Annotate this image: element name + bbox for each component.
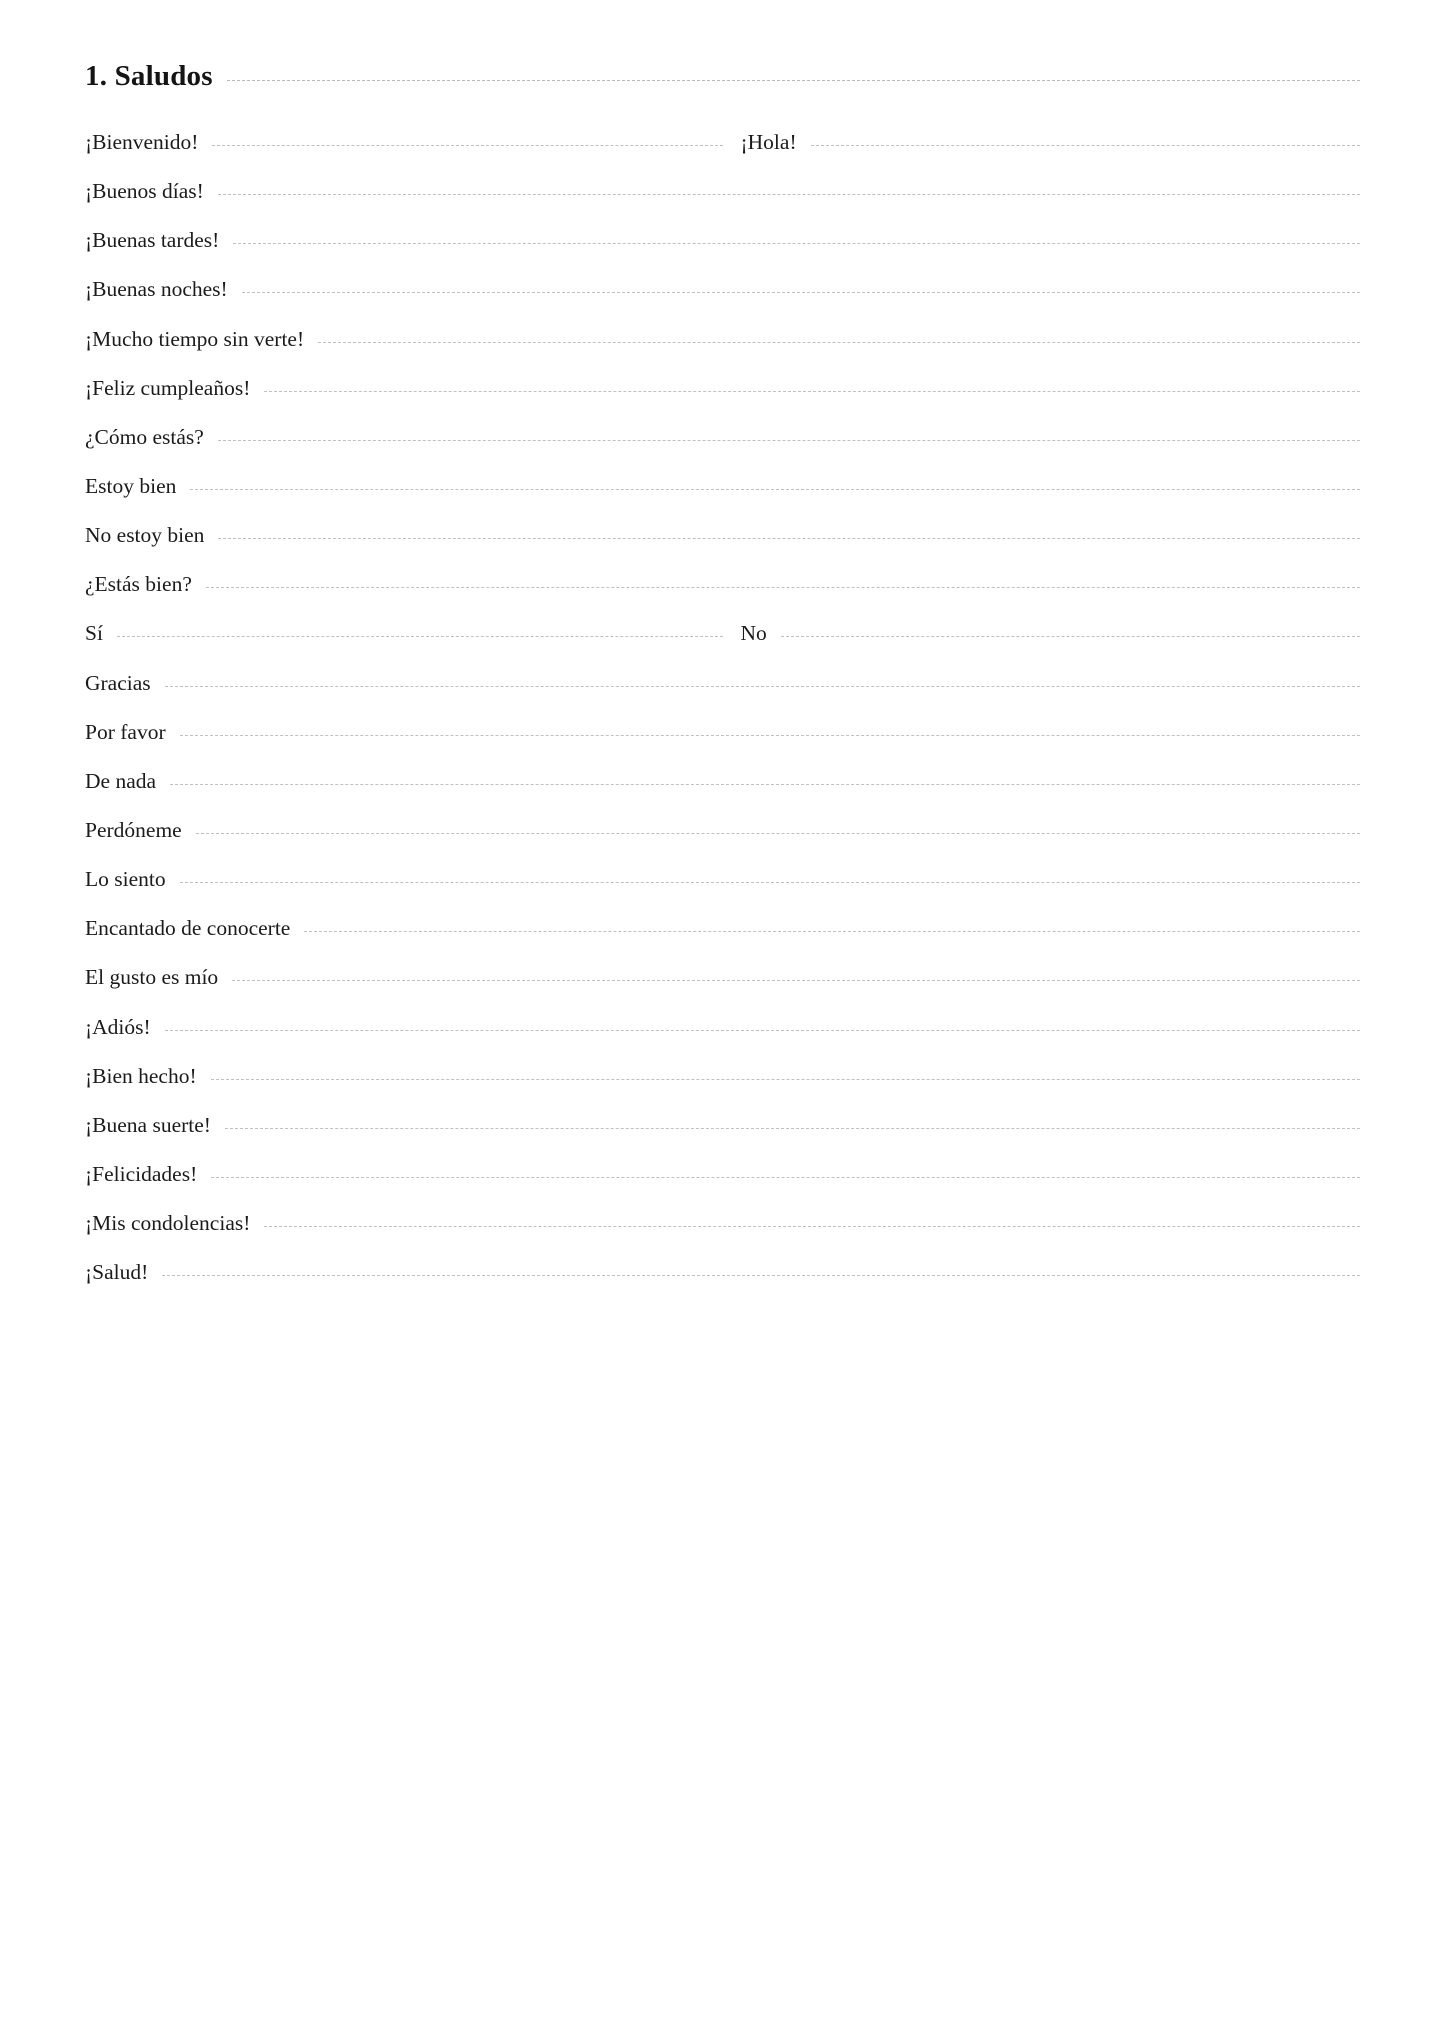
answer-blank-line[interactable] [180,734,1360,736]
vocabulary-entry [85,819,1360,843]
answer-blank-line[interactable] [218,537,1360,539]
answer-blank-line[interactable] [165,685,1360,687]
answer-blank-line[interactable] [225,1127,1360,1129]
vocabulary-term: ¡Hola! [740,130,797,154]
vocabulary-entry [85,868,1360,892]
vocabulary-term: ¡Buenos días! [85,179,204,204]
vocabulary-row [85,917,1360,941]
answer-blank-line[interactable] [212,144,722,146]
vocabulary-row [85,1016,1360,1040]
vocabulary-row [85,1163,1360,1187]
vocabulary-term: ¡Feliz cumpleaños! [85,375,251,400]
vocabulary-entry [85,426,1360,450]
vocabulary-entry [85,622,723,646]
vocabulary-term: Estoy bien [85,473,177,498]
vocabulary-term: No [740,621,767,646]
vocabulary-entry [85,721,1360,745]
vocabulary-row [85,573,1360,597]
vocabulary-entry [85,1114,1360,1138]
vocabulary-row [85,229,1360,253]
vocabulary-row [85,1261,1360,1285]
answer-blank-line[interactable] [211,1078,1360,1080]
worksheet-content [85,60,1360,1310]
vocabulary-entry [85,328,1360,352]
answer-blank-line[interactable] [165,1029,1360,1031]
answer-blank-line[interactable] [206,586,1360,588]
vocabulary-term: Gracias [85,670,151,695]
vocabulary-term: ¡Felicidades! [85,1161,198,1186]
vocabulary-entry [85,1261,1360,1285]
vocabulary-row [85,180,1360,204]
vocabulary-term: No estoy bien [85,523,205,548]
answer-blank-line[interactable] [218,193,1360,195]
vocabulary-row [85,328,1360,352]
answer-blank-line[interactable] [162,1274,1360,1276]
answer-blank-line[interactable] [304,930,1360,932]
vocabulary-term: El gusto es mío [85,965,219,990]
vocabulary-entry [85,377,1360,401]
vocabulary-term: ¡Buena suerte! [85,1112,211,1137]
vocabulary-entry [85,1212,1360,1236]
vocabulary-entry [85,966,1360,990]
answer-blank-line[interactable] [233,242,1360,244]
vocabulary-entry [85,180,1360,204]
vocabulary-term: Encantado de conocerte [85,916,291,941]
vocabulary-row [85,426,1360,450]
section-heading [85,60,1360,93]
vocabulary-row [85,475,1360,499]
heading-dotted-rule [227,79,1360,81]
vocabulary-entry [85,1163,1360,1187]
answer-blank-line[interactable] [232,979,1360,981]
answer-blank-line[interactable] [264,1225,1360,1227]
page-title: 1. Saludos [85,60,213,92]
vocabulary-term: ¡Salud! [85,1260,149,1285]
vocabulary-entry [85,1016,1360,1040]
answer-blank-line[interactable] [180,881,1360,883]
answer-blank-line[interactable] [318,341,1360,343]
vocabulary-entry [723,622,1361,646]
vocabulary-term: ¡Mis condolencias! [85,1211,251,1236]
vocabulary-entry [85,1065,1360,1089]
answer-blank-line[interactable] [781,635,1360,637]
vocabulary-row [85,278,1360,302]
vocabulary-term: De nada [85,768,157,793]
vocabulary-entry [85,770,1360,794]
vocabulary-entry [85,131,723,155]
vocabulary-term: Lo siento [85,867,166,892]
vocabulary-row [85,524,1360,548]
vocabulary-term: ¡Mucho tiempo sin verte! [85,326,305,351]
vocabulary-term: Por favor [85,719,166,744]
vocabulary-row [85,868,1360,892]
vocabulary-row [85,622,1360,646]
vocabulary-entry [723,131,1361,155]
vocabulary-row [85,966,1360,990]
answer-blank-line[interactable] [196,832,1360,834]
answer-blank-line[interactable] [117,635,723,637]
answer-blank-line[interactable] [264,390,1360,392]
vocabulary-entry [85,573,1360,597]
vocabulary-term: ¡Buenas tardes! [85,228,220,253]
vocabulary-entry [85,475,1360,499]
answer-blank-line[interactable] [170,783,1360,785]
vocabulary-term: ¡Buenas noches! [85,277,228,302]
vocabulary-row [85,1114,1360,1138]
answer-blank-line[interactable] [218,439,1360,441]
vocabulary-term: ¡Bienvenido! [85,130,199,154]
vocabulary-list [85,131,1360,1285]
answer-blank-line[interactable] [242,291,1360,293]
vocabulary-row [85,377,1360,401]
vocabulary-entry [85,278,1360,302]
vocabulary-row [85,1065,1360,1089]
vocabulary-row [85,1212,1360,1236]
vocabulary-term: ¿Estás bien? [85,572,192,597]
vocabulary-entry [85,524,1360,548]
vocabulary-row [85,819,1360,843]
vocabulary-term: ¡Adiós! [85,1014,151,1039]
answer-blank-line[interactable] [190,488,1360,490]
vocabulary-row [85,770,1360,794]
answer-blank-line[interactable] [811,144,1360,146]
vocabulary-row [85,131,1360,155]
vocabulary-entry [85,672,1360,696]
vocabulary-entry [85,229,1360,253]
vocabulary-term: ¿Cómo estás? [85,424,204,449]
vocabulary-term: Sí [85,621,103,646]
vocabulary-row [85,721,1360,745]
vocabulary-entry [85,917,1360,941]
answer-blank-line[interactable] [211,1176,1360,1178]
vocabulary-row [85,672,1360,696]
vocabulary-term: Perdóneme [85,817,182,842]
vocabulary-term: ¡Bien hecho! [85,1063,197,1088]
